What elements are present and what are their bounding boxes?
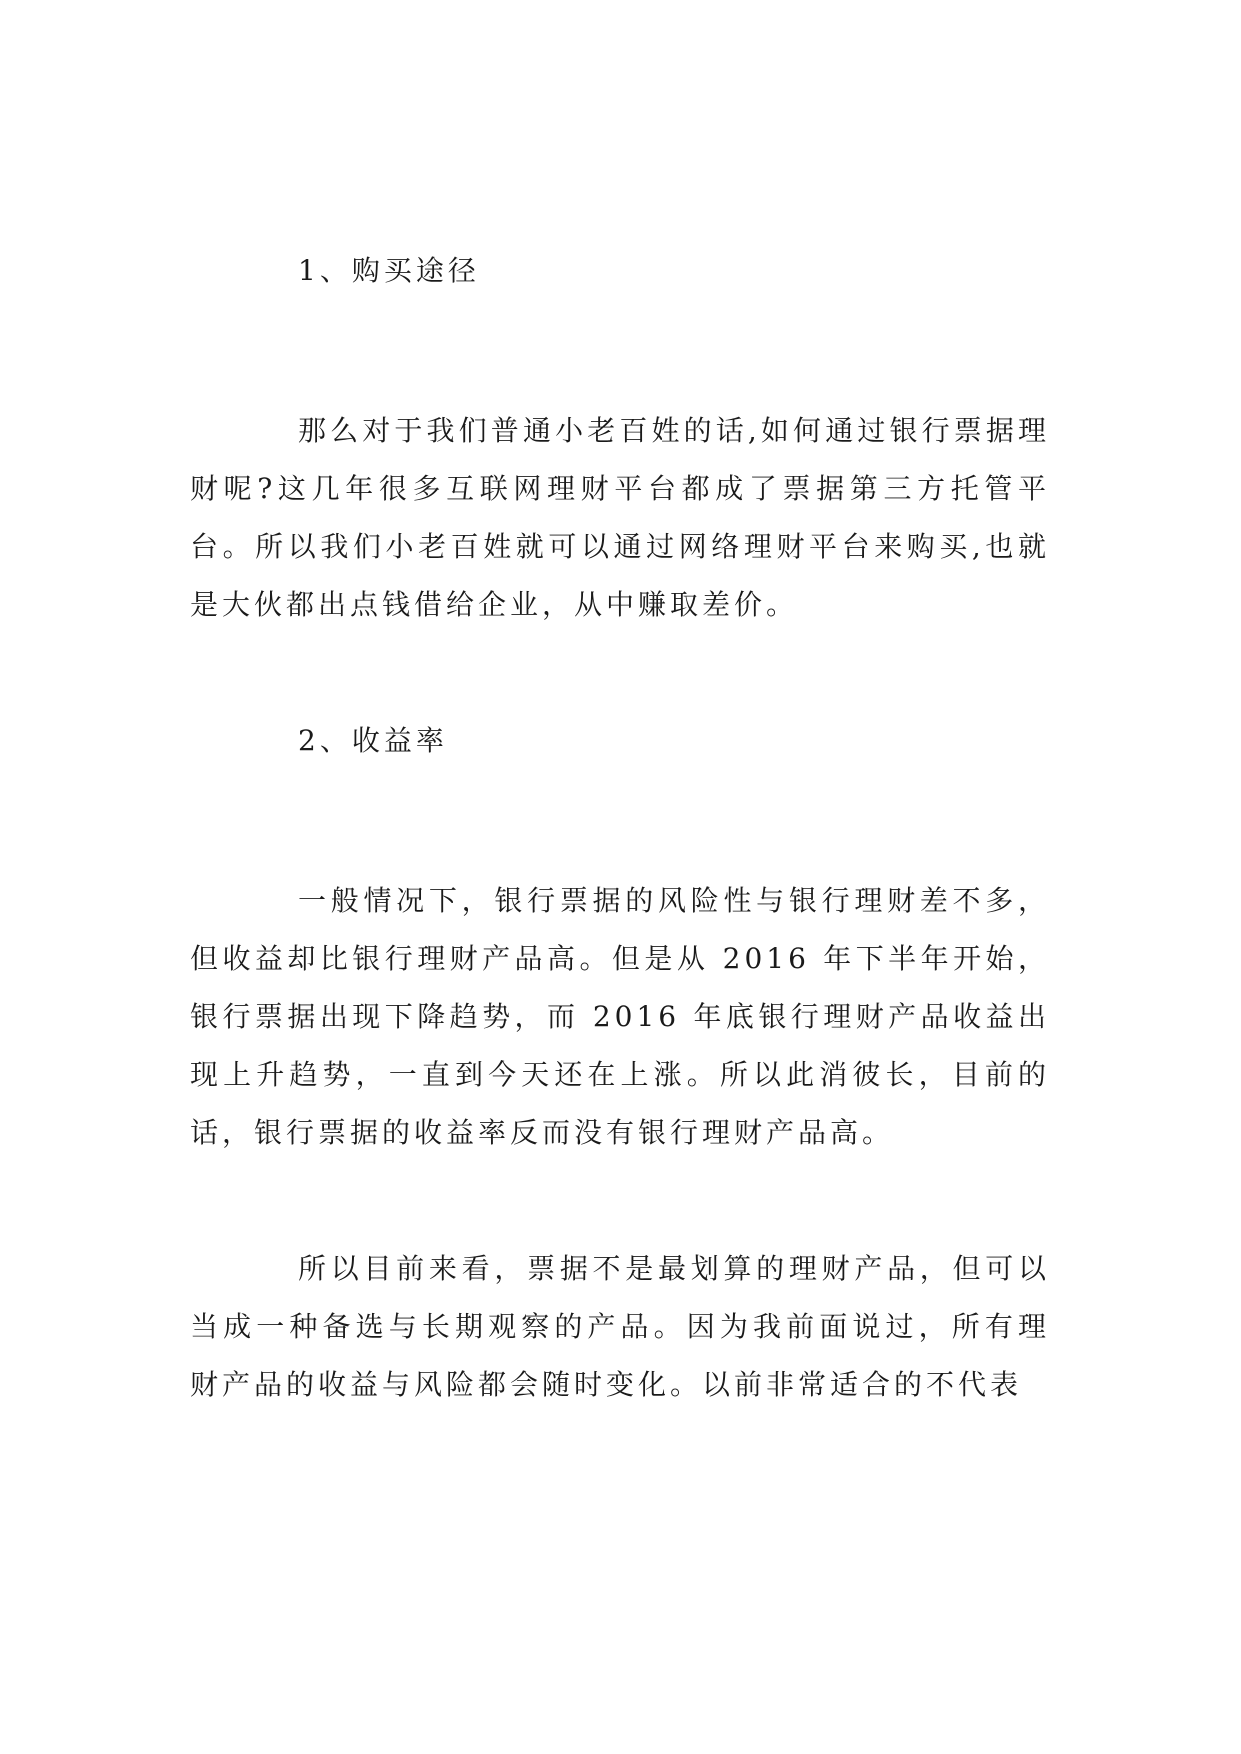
paragraph-yield-comparison: 一般情况下，银行票据的风险性与银行理财差不多，但收益却比银行理财产品高。但是从 2016 年下半年开始，银行票据出现下降趋势，而 2016 年底银行理财产品收益出现上升趋势，一直到今天还在上涨。所以此消彼长，目前的话，银行票据的收益率反而没有银行理财产品高。 (190, 884, 1050, 1149)
section-heading-yield: 2、收益率 (298, 724, 448, 757)
paragraph-current-view: 所以目前来看，票据不是最划算的理财产品，但可以当成一种备选与长期观察的产品。因为我前面说过，所有理财产品的收益与风险都会随时变化。以前非常适合的不代表 (190, 1252, 1050, 1401)
section-heading-purchase-channel: 1、购买途径 (298, 254, 480, 287)
paragraph-purchase-channel: 那么对于我们普通小老百姓的话,如何通过银行票据理财呢?这几年很多互联网理财平台都成了票据第三方托管平台。所以我们小老百姓就可以通过网络理财平台来购买,也就是大伙都出点钱借给企业，从中赚取差价。 (190, 414, 1050, 621)
